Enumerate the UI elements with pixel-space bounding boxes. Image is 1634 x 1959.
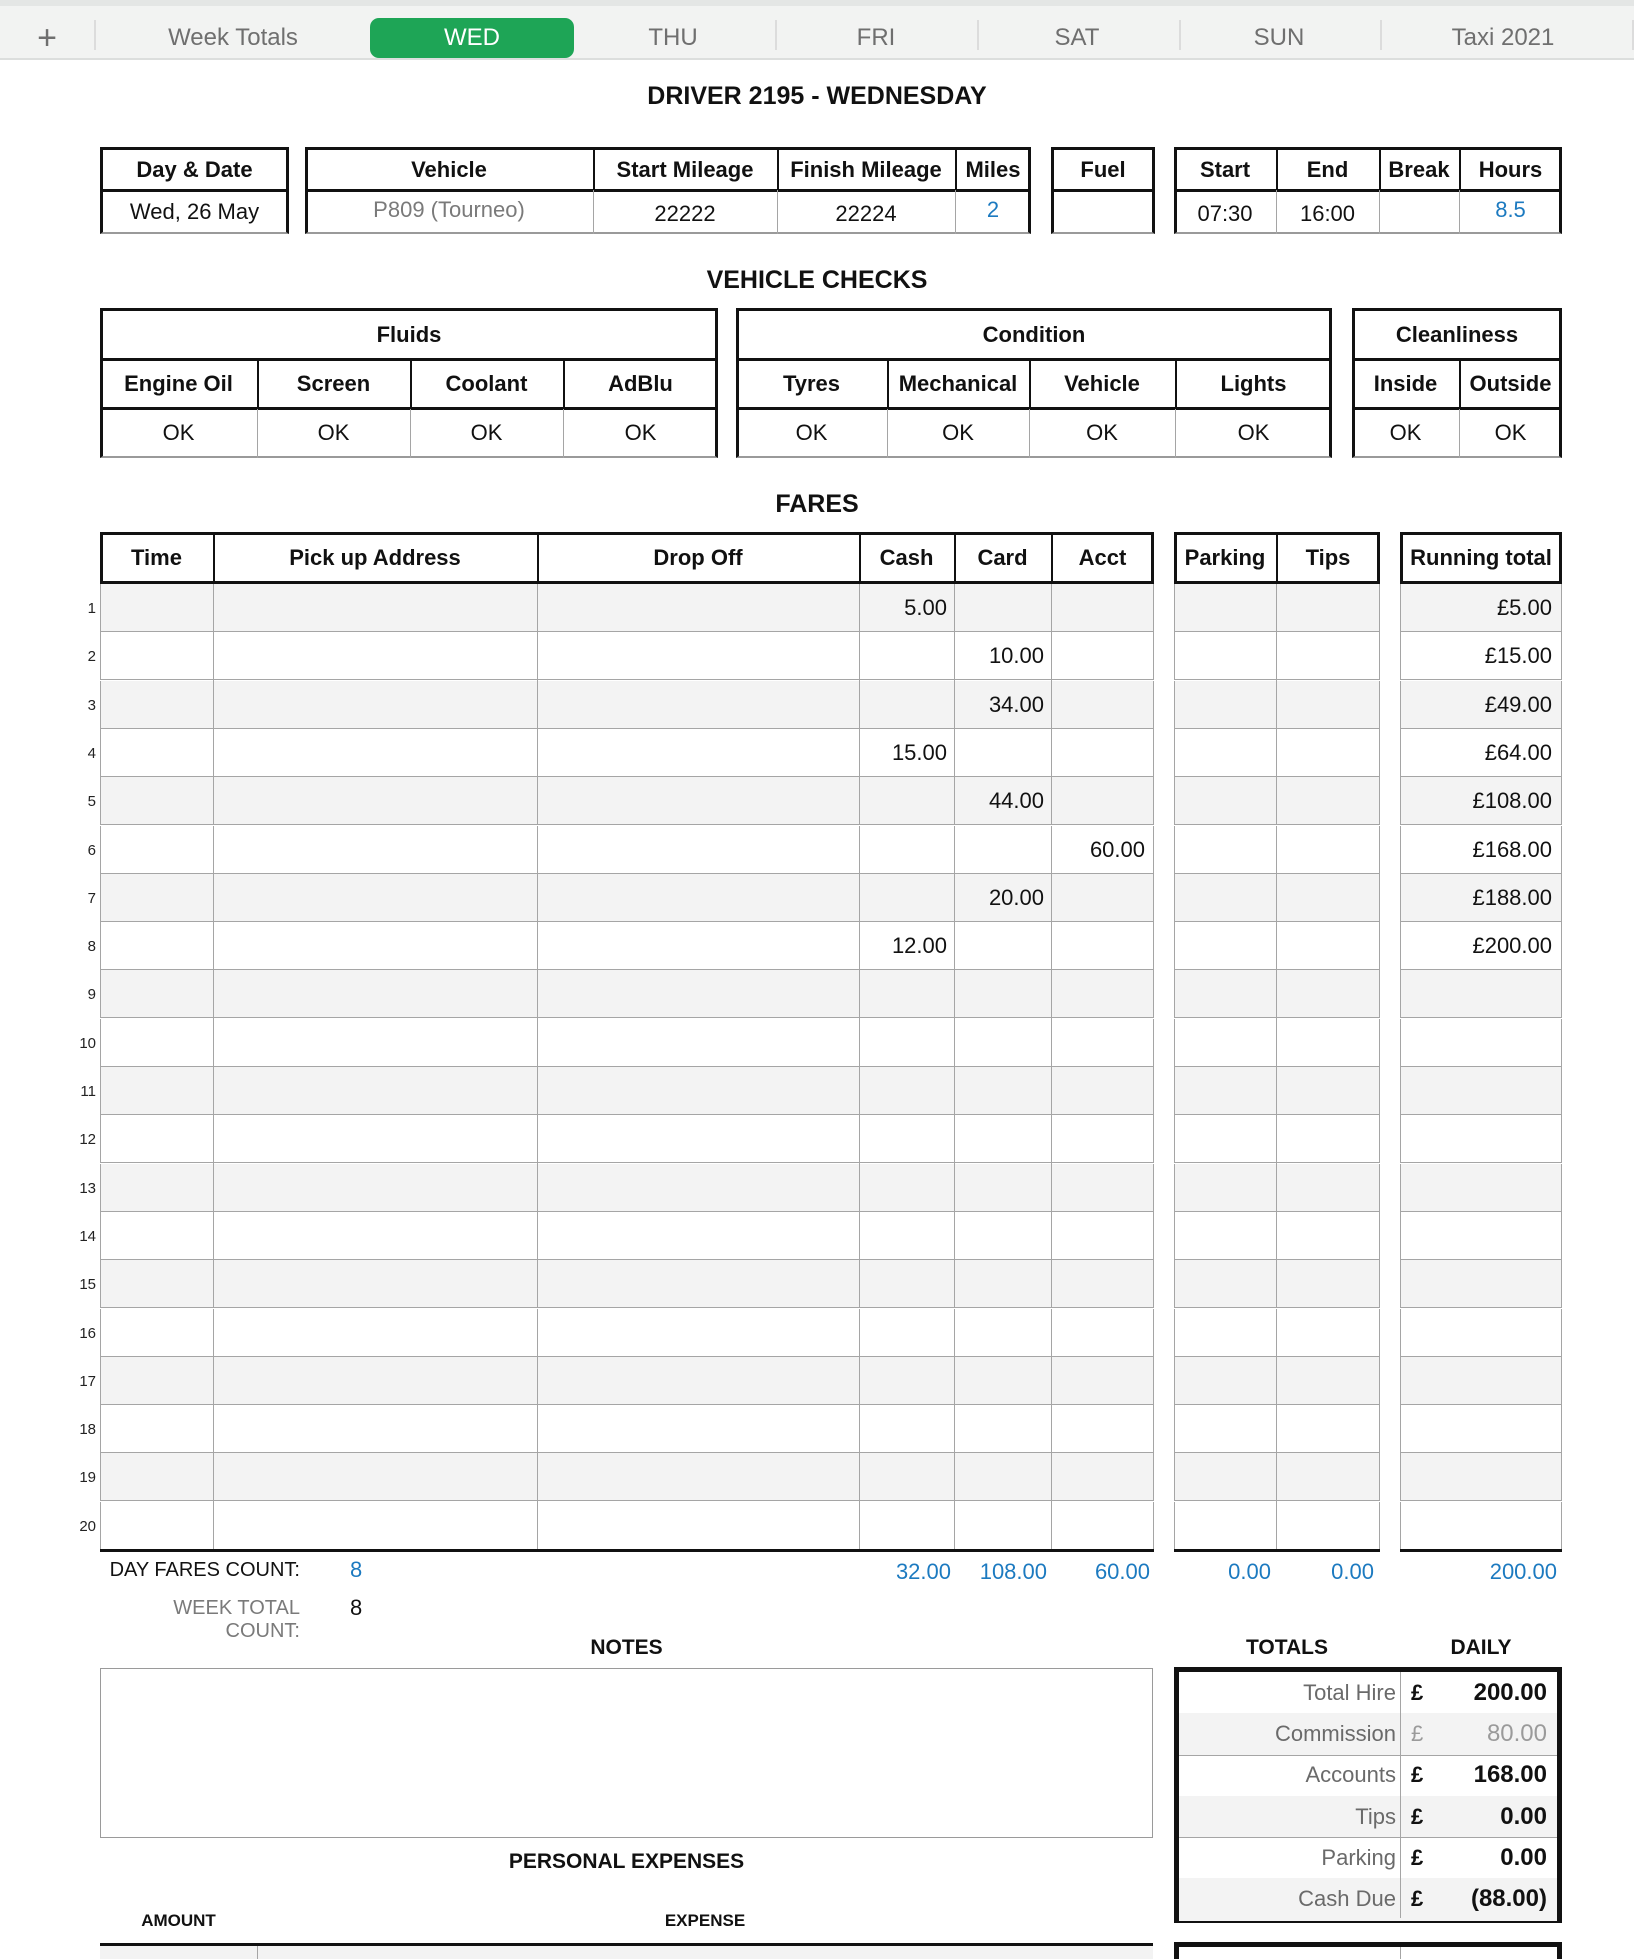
fare-row-extras[interactable] [1174, 1357, 1380, 1405]
row-number: 17 [79, 1372, 96, 1390]
fare-row-running [1400, 1019, 1562, 1067]
fare-row-extras[interactable] [1174, 1502, 1380, 1550]
row-number: 16 [79, 1324, 96, 1342]
add-sheet-button[interactable] [22, 18, 72, 58]
end-time-value[interactable]: 16:00 [1299, 201, 1356, 226]
parking-header: Parking [1184, 545, 1266, 570]
fare-row[interactable] [100, 1260, 1154, 1308]
adblu-value[interactable]: OK [624, 420, 657, 445]
tab-separator [1380, 20, 1382, 50]
totals-row-accounts [1179, 1754, 1557, 1797]
fuel-value[interactable] [1051, 192, 1155, 232]
fare-row-extras[interactable] [1174, 922, 1380, 970]
running-total-cell: £49.00 [1484, 691, 1552, 717]
start-mileage-header: Start Mileage [616, 157, 754, 182]
tips-header: Tips [1305, 545, 1351, 570]
fare-row-running [1400, 1260, 1562, 1308]
day-fares-count-value: 8 [350, 1557, 363, 1582]
vehicle-header: Vehicle [411, 157, 487, 182]
start-time-value[interactable]: 07:30 [1197, 201, 1253, 226]
row-number: 2 [87, 648, 96, 666]
totals-row-total-hire [1179, 1672, 1557, 1715]
parking-total: 0.00 [1228, 1559, 1271, 1584]
fare-row[interactable] [100, 922, 1154, 970]
row-number: 6 [87, 841, 96, 859]
totals-row-commission [1179, 1713, 1557, 1756]
end-time-header: End [1306, 157, 1349, 182]
finish-mileage-value[interactable]: 22224 [835, 201, 897, 226]
fare-row-running [1400, 1067, 1562, 1115]
row-number: 18 [79, 1421, 96, 1439]
running-total-sum: 200.00 [1489, 1559, 1557, 1584]
totals-title: TOTALS [1245, 1636, 1329, 1659]
fare-row-running [1400, 1453, 1562, 1501]
fare-row-extras[interactable] [1174, 1019, 1380, 1067]
coolant-value[interactable]: OK [470, 420, 503, 445]
cleanliness-header: Cleanliness [1395, 321, 1519, 347]
row-number: 15 [79, 1276, 96, 1294]
cash-header: Cash [879, 545, 934, 570]
fare-row-running [1400, 1212, 1562, 1260]
totals-label: Tips [1355, 1803, 1396, 1829]
outside-header: Outside [1469, 371, 1552, 396]
card-cell[interactable]: 20.00 [988, 884, 1044, 910]
fare-row[interactable] [100, 584, 1154, 632]
totals-daily-title: DAILY [1450, 1636, 1512, 1659]
cash-cell[interactable]: 12.00 [891, 933, 947, 959]
cash-cell[interactable]: 5.00 [904, 595, 947, 620]
adblu-header: AdBlu [608, 371, 673, 396]
running-total-cell: £200.00 [1472, 933, 1552, 959]
row-number: 5 [87, 793, 96, 811]
outside-value[interactable]: OK [1494, 420, 1527, 445]
fare-row-extras[interactable] [1174, 1260, 1380, 1308]
currency-symbol: £ [1411, 1680, 1424, 1705]
fare-row-extras[interactable] [1174, 1067, 1380, 1115]
row-number: 12 [79, 1131, 96, 1149]
fare-row-extras[interactable] [1174, 584, 1380, 632]
row-number: 11 [80, 1083, 96, 1100]
mechanical-value[interactable]: OK [942, 420, 974, 445]
card-cell[interactable]: 10.00 [988, 643, 1044, 669]
screen-header: Screen [296, 371, 371, 396]
notes-input[interactable] [100, 1668, 1153, 1838]
totals-value: 200.00 [1473, 1679, 1547, 1706]
fare-row[interactable] [100, 1502, 1154, 1550]
fare-row-extras[interactable] [1174, 681, 1380, 729]
acct-header: Acct [1078, 545, 1127, 570]
cash-cell[interactable]: 15.00 [891, 739, 947, 765]
miles-header: Miles [965, 157, 1021, 182]
row-number: 4 [87, 744, 96, 762]
tyres-header: Tyres [782, 371, 841, 396]
engine-oil-value[interactable]: OK [162, 420, 195, 445]
running-total-cell: £5.00 [1496, 595, 1552, 620]
sheet-tab-bar [0, 0, 1634, 60]
day-date-header: Day & Date [136, 157, 253, 182]
totals-value: 80.00 [1486, 1720, 1547, 1748]
totals-table [1174, 1667, 1562, 1923]
running-total-header: Running total [1410, 545, 1552, 570]
fare-row[interactable] [100, 1212, 1154, 1260]
totals-row-cash-due [1179, 1878, 1557, 1921]
tab-fri[interactable]: FRI [856, 24, 896, 51]
card-cell[interactable]: 34.00 [988, 691, 1044, 717]
fare-row-running [1400, 1115, 1562, 1163]
fare-row-running [1400, 1357, 1562, 1405]
fare-row-extras[interactable] [1174, 1164, 1380, 1212]
totals-row-tips [1179, 1796, 1557, 1839]
fare-row[interactable] [100, 1357, 1154, 1405]
totals-label: Accounts [1305, 1762, 1396, 1788]
weekly-totals-table [1174, 1942, 1562, 1959]
fare-row[interactable] [100, 1019, 1154, 1067]
tyres-value[interactable]: OK [795, 420, 828, 445]
row-number: 13 [79, 1179, 96, 1197]
currency-symbol: £ [1411, 1844, 1424, 1870]
plus-icon: + [37, 18, 57, 57]
start-time-header: Start [1199, 157, 1251, 182]
tab-separator [94, 20, 96, 50]
card-cell[interactable]: 44.00 [988, 788, 1044, 814]
fare-row-running [1400, 1164, 1562, 1212]
tab-week-totals[interactable]: Week Totals [168, 24, 298, 51]
tab-taxi-2021[interactable]: Taxi 2021 [1451, 24, 1555, 51]
row-number: 3 [87, 696, 96, 714]
fare-row[interactable] [100, 729, 1154, 777]
row-number: 14 [79, 1227, 96, 1245]
fare-row-extras[interactable] [1174, 874, 1380, 922]
vehicle-condition-value[interactable]: OK [1086, 420, 1118, 445]
fare-row-extras[interactable] [1174, 1405, 1380, 1453]
break-value[interactable] [1379, 194, 1459, 234]
mechanical-header: Mechanical [898, 371, 1018, 396]
screen-value[interactable]: OK [317, 420, 350, 445]
totals-value: (88.00) [1470, 1885, 1547, 1912]
fare-row[interactable] [100, 1067, 1154, 1115]
row-number: 20 [79, 1517, 96, 1535]
lights-value[interactable]: OK [1237, 420, 1270, 445]
page-title: DRIVER 2195 - WEDNESDAY [647, 82, 987, 110]
fare-row-extras[interactable] [1174, 632, 1380, 680]
card-total: 108.00 [979, 1559, 1047, 1584]
vehicle-select[interactable]: P809 (Tourneo) [373, 197, 525, 222]
engine-oil-header: Engine Oil [124, 371, 233, 396]
pickup-header: Pick up Address [289, 545, 461, 570]
time-header: Time [131, 545, 182, 570]
fare-row-running [1400, 1502, 1562, 1550]
dropoff-header: Drop Off [653, 545, 743, 570]
hours-value: 8.5 [1495, 197, 1526, 222]
totals-value: 168.00 [1473, 1761, 1547, 1789]
row-number: 7 [87, 889, 96, 907]
fare-row-running [1400, 1405, 1562, 1453]
totals-value: 0.00 [1500, 1843, 1547, 1871]
week-total-count-label: WEEK TOTAL COUNT: [173, 1597, 300, 1642]
lights-header: Lights [1220, 371, 1287, 396]
tab-wed[interactable]: WED [370, 18, 574, 58]
row-number: 1 [87, 600, 96, 617]
currency-symbol: £ [1411, 1762, 1424, 1788]
cash-total: 32.00 [895, 1559, 951, 1584]
fare-row[interactable] [100, 1309, 1154, 1357]
fare-row[interactable] [100, 1405, 1154, 1453]
fares-title: FARES [775, 490, 859, 518]
fare-row-running [1400, 970, 1562, 1018]
expense-header: EXPENSE [664, 1911, 746, 1930]
finish-mileage-header: Finish Mileage [790, 157, 942, 182]
personal-expenses-title: PERSONAL EXPENSES [508, 1850, 745, 1873]
fare-row-extras[interactable] [1174, 1309, 1380, 1357]
vehicle-condition-header: Vehicle [1064, 371, 1140, 396]
row-number: 9 [87, 986, 96, 1004]
row-number: 19 [79, 1469, 96, 1487]
condition-header: Condition [982, 321, 1086, 347]
acct-cell[interactable]: 60.00 [1089, 836, 1145, 862]
row-number: 10 [79, 1034, 96, 1052]
totals-label: Parking [1321, 1844, 1396, 1870]
currency-symbol: £ [1411, 1721, 1424, 1747]
fare-row-extras[interactable] [1174, 826, 1380, 874]
totals-label: Cash Due [1298, 1886, 1396, 1911]
inside-header: Inside [1373, 371, 1438, 396]
fare-row[interactable] [100, 970, 1154, 1018]
fuel-header: Fuel [1080, 157, 1126, 182]
acct-total: 60.00 [1094, 1559, 1150, 1584]
break-header: Break [1388, 157, 1450, 182]
tab-sat[interactable]: SAT [1054, 24, 1100, 51]
fluids-header: Fluids [376, 321, 442, 347]
week-total-count-value: 8 [350, 1595, 363, 1620]
tab-thu[interactable]: THU [648, 24, 698, 51]
coolant-header: Coolant [445, 371, 528, 396]
fare-row-extras[interactable] [1174, 729, 1380, 777]
card-header: Card [977, 545, 1028, 570]
currency-symbol: £ [1411, 1886, 1424, 1911]
hours-header: Hours [1478, 157, 1543, 182]
running-total-cell: £64.00 [1484, 739, 1552, 765]
running-total-cell: £15.00 [1484, 643, 1552, 669]
start-mileage-value[interactable]: 22222 [654, 201, 716, 226]
day-date-value[interactable]: Wed, 26 May [129, 199, 260, 224]
fare-row-extras[interactable] [1174, 1212, 1380, 1260]
fare-row[interactable] [100, 1453, 1154, 1501]
totals-label: Total Hire [1303, 1680, 1396, 1705]
day-fares-count-label: DAY FARES COUNT: [109, 1559, 300, 1581]
inside-value[interactable]: OK [1389, 420, 1422, 445]
amount-header: AMOUNT [141, 1911, 216, 1930]
fare-row[interactable] [100, 1115, 1154, 1163]
tab-sun[interactable]: SUN [1253, 24, 1305, 51]
vehicle-checks-title: VEHICLE CHECKS [706, 266, 928, 294]
notes-title: NOTES [590, 1636, 663, 1659]
fare-row-extras[interactable] [1174, 1453, 1380, 1501]
tips-total: 0.00 [1331, 1559, 1374, 1584]
miles-value: 2 [986, 197, 1000, 222]
running-total-cell: £188.00 [1472, 884, 1552, 910]
fare-row-running [1400, 1309, 1562, 1357]
totals-row-parking [1179, 1837, 1557, 1880]
totals-label: Commission [1274, 1721, 1396, 1747]
running-total-cell: £168.00 [1472, 836, 1552, 862]
running-total-cell: £108.00 [1472, 788, 1552, 814]
fare-row-extras[interactable] [1174, 1115, 1380, 1163]
fare-row[interactable] [100, 1164, 1154, 1212]
fare-row-extras[interactable] [1174, 970, 1380, 1018]
fare-row-extras[interactable] [1174, 777, 1380, 825]
fare-row[interactable] [100, 826, 1154, 874]
totals-value: 0.00 [1500, 1802, 1547, 1830]
currency-symbol: £ [1411, 1803, 1424, 1829]
row-number: 8 [87, 938, 96, 956]
